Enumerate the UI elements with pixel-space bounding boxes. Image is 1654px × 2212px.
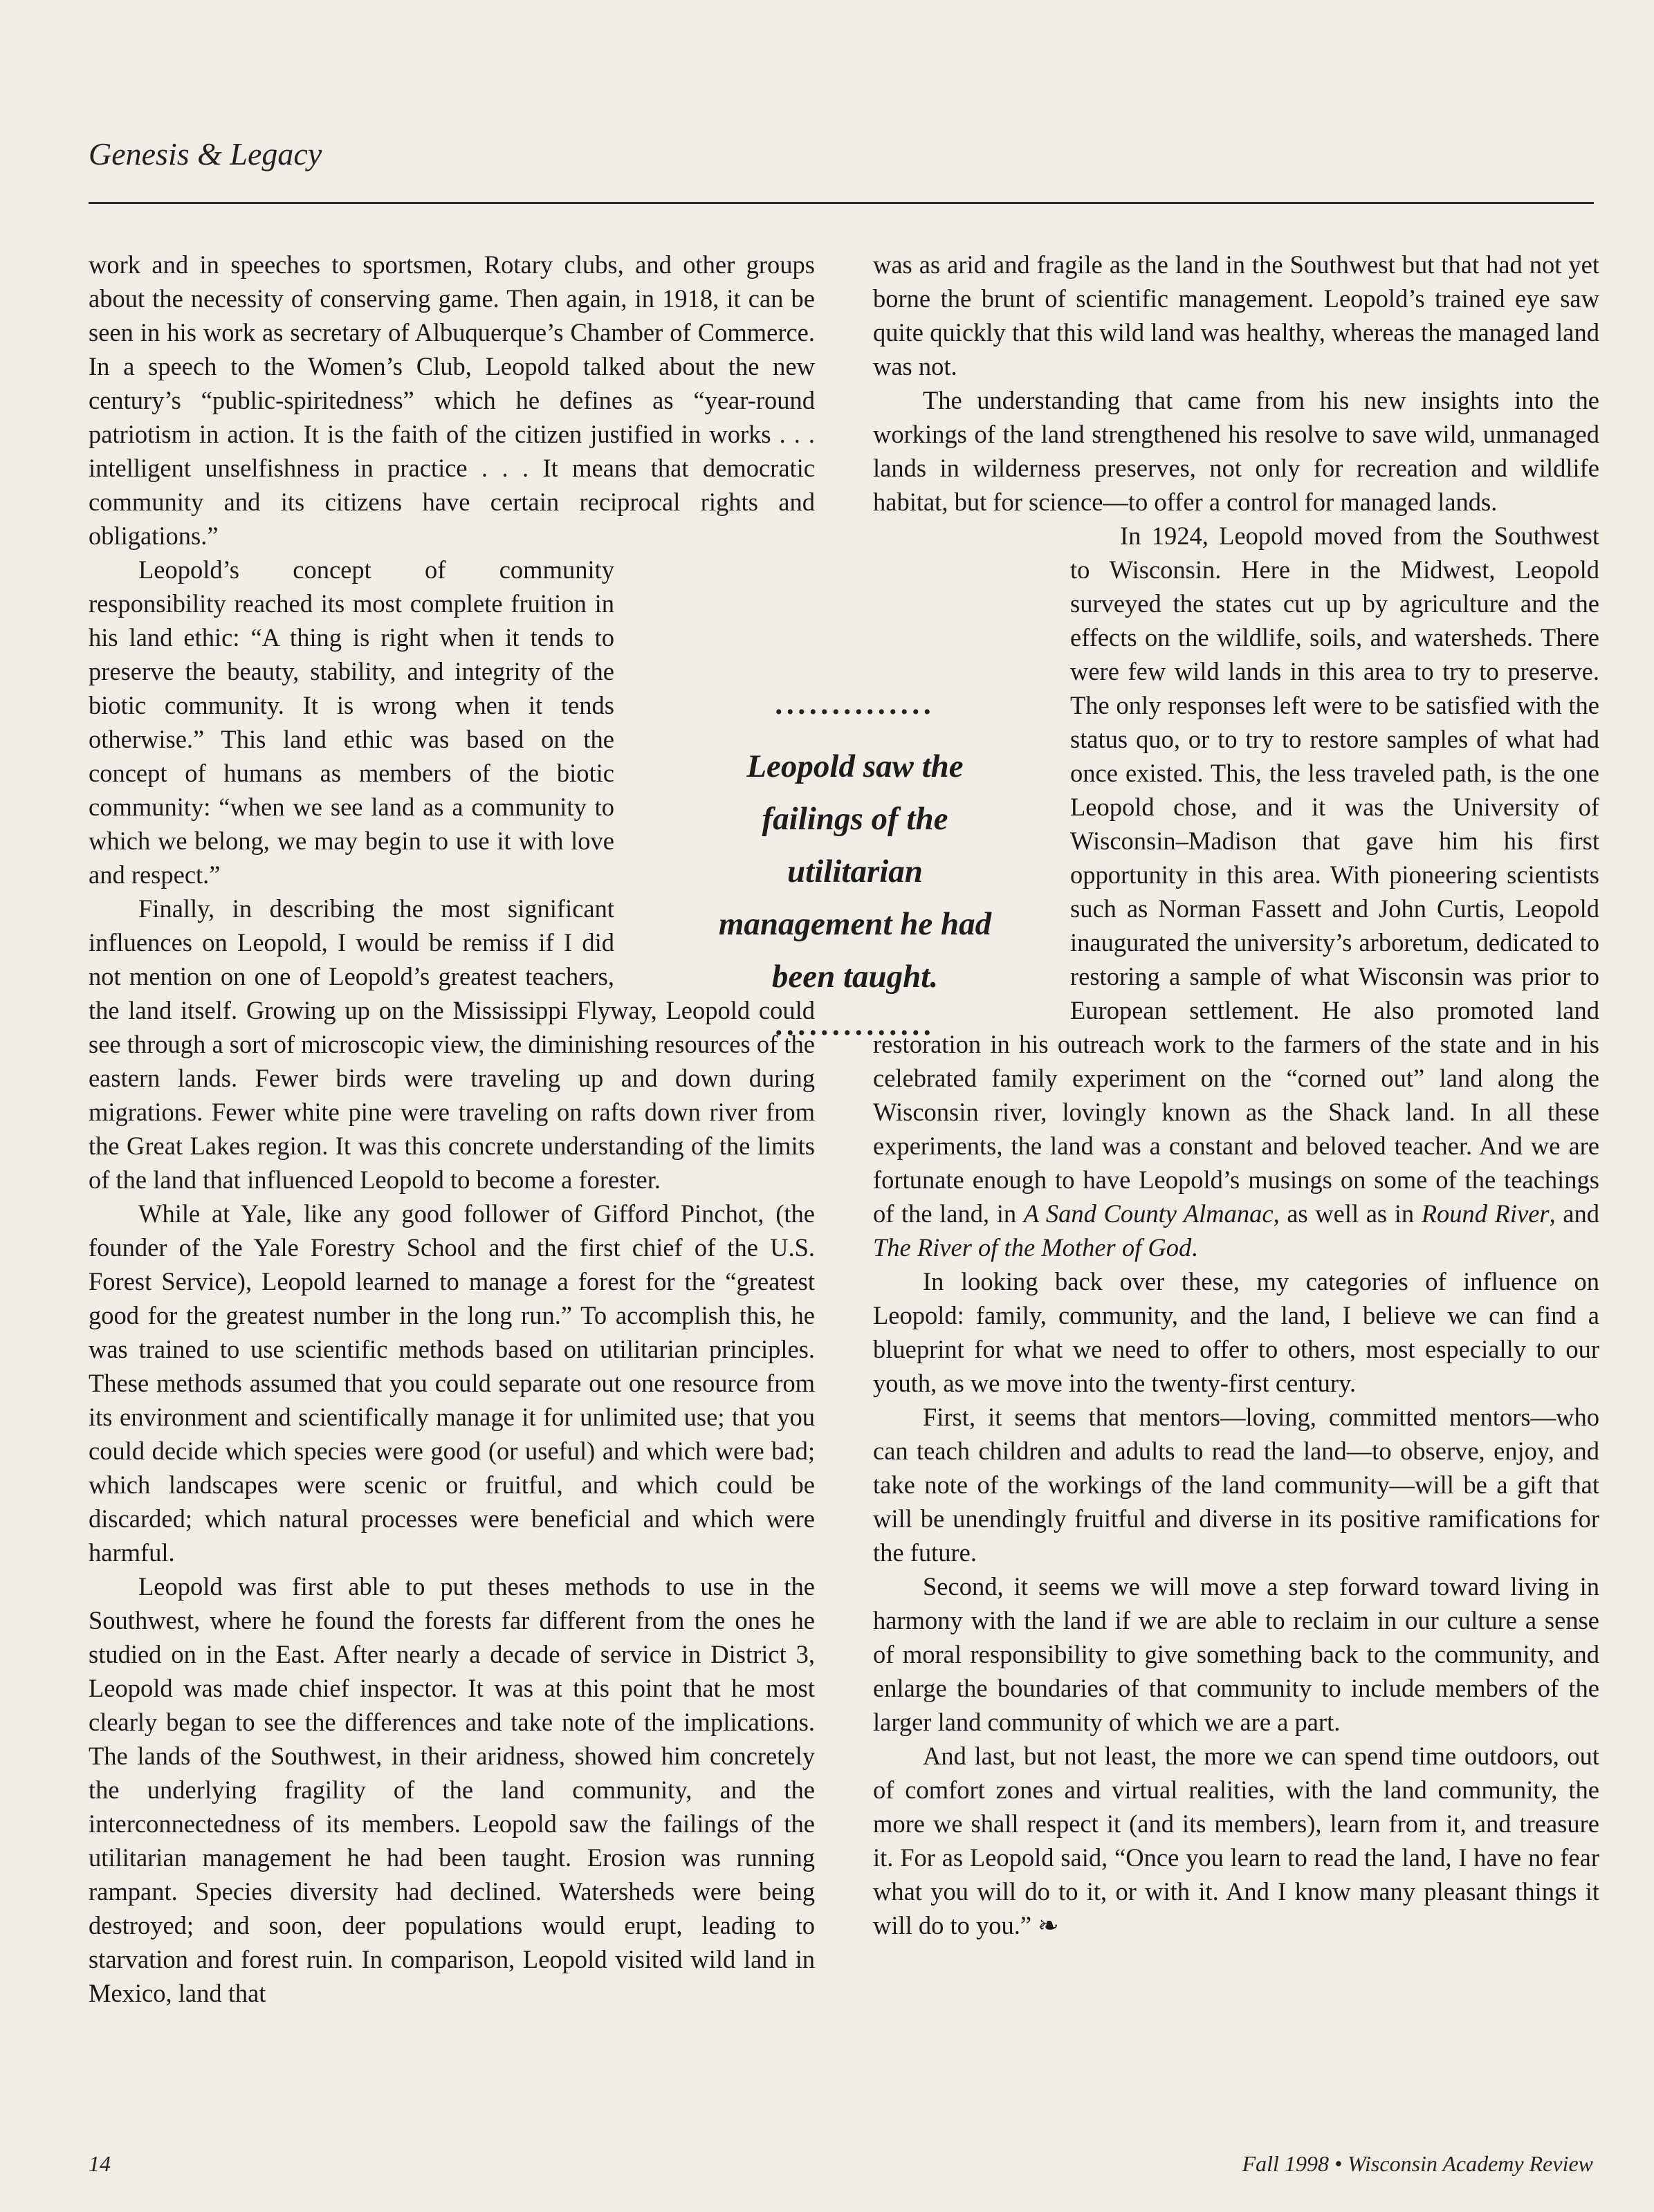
pull-quote-text: Leopold saw the failings of the utilitarian management he had been taught. [718, 748, 992, 995]
right-paragraph-6: Second, it seems we will move a step forward toward living in harmony with the land if we are able to reclaim in our culture a sense of moral responsibility to give something back to the community, and enlarge the boundaries of that community to include members of the larger land community of which we are a part. [873, 1572, 1599, 1736]
left-paragraph-2: Leopold’s concept of community responsibility reached its most complete fruition in his land ethic: “A thing is right when it tends to preserve the beauty, stability, and integrity of the biotic community. It is wrong when it tends otherwise.” This land ethic was based on the concept of humans as members of the biotic community: “when we see land as a community to which we belong, we may begin to use it with love and respect.” [89, 555, 614, 889]
left-paragraph-5: Leopold was first able to put theses methods to use in the Southwest, where he found the forests far different from the ones he studied on in the East. After nearly a decade of service in District 3, Leopold was made chief inspector. It was at this point that he most clearly began to see the differences and take note of the implications. The lands of the Southwest, in their aridness, showed him concretely the underlying fragility of the land community, and the interconnectedness of its members. Leopold saw the failings of the utilitarian management he had been taught. Erosion was running rampant. Species diversity had declined. Watersheds were being destroyed; and soon, deer populations would erupt, leading to starvation and forest ruin. In comparison, Leopold visited wild land in Mexico, land that [89, 1572, 815, 2007]
pull-quote-dots-bottom: •••••••••••••• [775, 1022, 935, 1044]
right-paragraph-4: In looking back over these, my categories of influence on Leopold: family, community, and the land, I believe we can find a blueprint for what we need to offer to others, most especially to our youth, as we move into the twenty-first century. [873, 1267, 1599, 1397]
right-paragraph-1: was as arid and fragile as the land in the Southwest but that had not yet borne the brunt of scientific management. Leopold’s trained eye saw quite quickly that this wild land was healthy, whereas the managed land was not. [873, 250, 1599, 380]
right-paragraph-5: First, it seems that mentors—loving, committed mentors—who can teach children and adults to read the land—to observe, enjoy, and take note of the workings of the land community—will be a gift that will be unendingly fruitful and diverse in its positive ramifications for the future. [873, 1403, 1599, 1567]
right-paragraph-7: And last, but not least, the more we can spend time outdoors, out of comfort zones and virtual realities, with the land community, the more we shall respect it (and its members), learn from it, and treasure it. For as Leopold said, “Once you learn to read the land, I have no fear what you will do to it, or with it. And I know many pleasant things it will do to you.” ❧ [873, 1742, 1599, 1939]
left-column [89, 248, 815, 2010]
page-number: 14 [89, 2151, 111, 2176]
header-rule [89, 202, 1594, 204]
book-title-sand-county: A Sand County Almanac [1023, 1199, 1274, 1228]
left-paragraph-1: work and in speeches to sportsmen, Rotary clubs, and other groups about the necessity of conserving game. Then again, in 1918, it can be seen in his work as secretary of Albuquerque’s Chamber of Commerce. In a speech to the Women’s Club, Leopold talked about the new century’s “public-spiritedness” which he defines as “year-round patriotism in action. It is the faith of the citizen justified in works . . . intelligent unselfishness in practice . . . It means that democratic community and its citizens have certain reciprocal rights and obligations.” [89, 250, 815, 550]
left-paragraph-3: Finally, in describing the most significant influences on Leopold, I would be remiss if I did not mention on one of Leopold’s greatest teachers, the land itself. Growing up on the Mississippi Flyway, Leopold could see through a sort of microscopic view, the diminishing resources of the eastern lands. Fewer birds were traveling up and down during migrations. Fewer white pine were traveling on rafts down river from the Great Lakes region. It was this concrete understanding of the limits of the land that influenced Leopold to become a forester. [89, 894, 815, 1194]
pull-quote [717, 699, 993, 1047]
left-paragraph-4: While at Yale, like any good follower of Gifford Pinchot, (the founder of the Yale Forestry School and the first chief of the U.S. Forest Service), Leopold learned to manage a forest for the “greatest good for the greatest number in the long run.” To accomplish this, he was trained to use scientific methods based on utilitarian principles. These methods assumed that you could separate out one resource from its environment and scientifically manage it for unlimited use; that you could decide which species were good (or useful) and which were bad; which landscapes were scenic or fruitful, and which could be discarded; which natural processes were beneficial and which were harmful. [89, 1199, 815, 1567]
section-header: Genesis & Legacy [89, 136, 322, 172]
book-title-river-mother: The River of the Mother of God [873, 1233, 1192, 1262]
right-column [873, 248, 1599, 1942]
right-paragraph-2: The understanding that came from his new insights into the workings of the land strengthened his resolve to save wild, unmanaged lands in wilderness preserves, not only for recreation and wildlife habitat, but for science—to offer a control for managed lands. [873, 386, 1599, 516]
text-fragment: , and [1549, 1199, 1600, 1228]
text-fragment: , as well as in [1273, 1199, 1422, 1228]
right-paragraph-3-text: In 1924, Leopold moved from the Southwest to Wisconsin. Here in the Midwest, Leopold surveyed the states cut up by agriculture and the effects on the wildlife, soils, and watersheds. There were few wild lands in this area to try to preserve. The only responses left were to be satisfied with the status quo, or to try to restore samples of what had once existed. This, the less traveled path, is the one Leopold chose, and it was the University of Wisconsin–Madison that gave him his first opportunity in this area. With pioneering scientists such as Norman Fassett and John Curtis, Leopold inaugurated the university’s arboretum, dedicated to restoring a sample of what Wisconsin was prior to European settlement. He also promoted land restoration in his outreach work to the farmers of the state and in his celebrated family experiment on the “corned out” land along the Wisconsin river, lovingly known as the Shack land. In all these experiments, the land was a constant and beloved teacher. And we are fortunate enough to have Leopold’s musings on some of the teachings of the land, in [873, 522, 1599, 1228]
book-title-round-river: Round River [1421, 1199, 1550, 1228]
pull-quote-dots-top: •••••••••••••• [775, 701, 935, 723]
text-fragment: . [1191, 1233, 1198, 1262]
issue-footer: Fall 1998 • Wisconsin Academy Review [1242, 2151, 1593, 2176]
